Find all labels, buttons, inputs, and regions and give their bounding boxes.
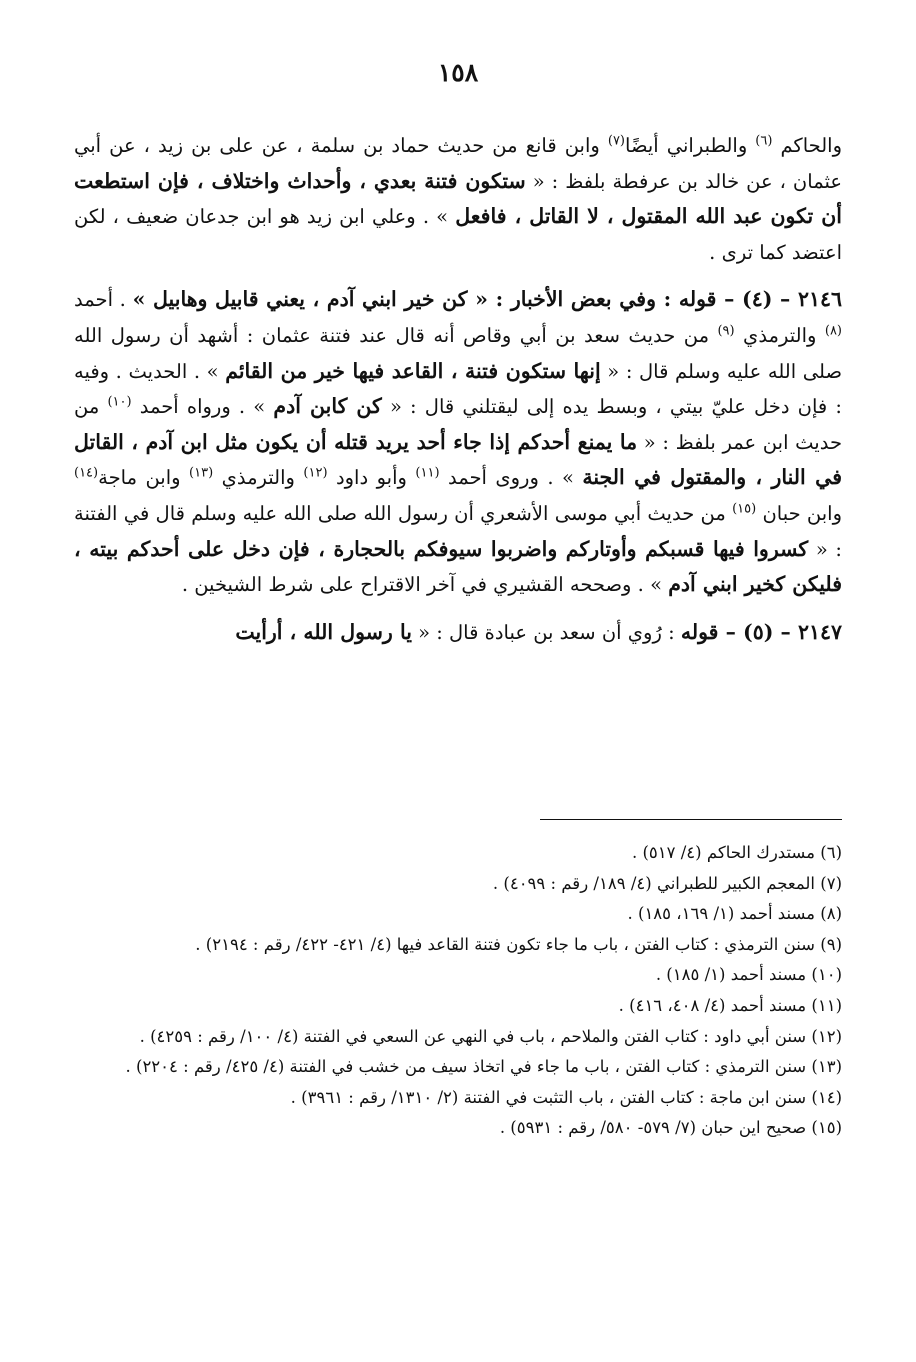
footnote-12: (١٢) سنن أبي داود : كتاب الفتن والملاحم ، باب في النهي عن السعي في الفتنة (٤/ ١٠٠/ رقم : ٤٢٥٩) . <box>139 1026 842 1046</box>
footnote-reference: (١٢) <box>303 465 328 481</box>
text-run: » . وروى أحمد <box>439 466 583 490</box>
text-run: وابن قانع من حديث حماد بن سلمة ، عن على بن زيد ، عن أبي عثمان ، عن خالد بن عرفطة بلفظ : « <box>74 134 842 193</box>
text-run: من حديث ابن عمر بلفظ : « <box>74 395 842 454</box>
footnote-reference: (٨) <box>824 323 842 339</box>
footnote-reference: (٦) <box>755 133 773 149</box>
paragraph-entry-2147 <box>74 615 842 651</box>
paragraph-0 <box>74 128 842 270</box>
text-run: والطبراني أيضًا <box>625 134 756 157</box>
bold-text: إنها ستكون فتنة ، القاعد فيها خير من القائم <box>225 358 601 383</box>
text-run: » . وعلي ابن زيد هو ابن جدعان ضعيف ، لكن اعتضد كما ترى . <box>74 205 842 264</box>
footnote-reference: (١٥) <box>732 501 757 517</box>
bold-text: ستكون فتنة بعدي ، وأحداث واختلاف ، فإن استطعت أن تكون عبد الله المقتول ، لا القاتل ، فافعل <box>74 168 842 229</box>
page-number: ١٥٨ <box>437 58 479 87</box>
text-run: وأبو داود <box>327 466 416 490</box>
footnote-reference: (٩) <box>717 323 735 339</box>
paragraph-entry-2146 <box>74 282 842 602</box>
footnote-13: (١٣) سنن الترمذي : كتاب الفتن ، باب ما جاء في اتخاذ سيف من خشب في الفتنة (٤/ ٤٢٥/ رقم : ٢٢٠٤) . <box>125 1057 842 1077</box>
footnote-14: (١٤) سنن ابن ماجة : كتاب الفتن ، باب التثبت في الفتنة (٢/ ١٣١٠/ رقم : ٣٩٦١) . <box>290 1087 842 1107</box>
text-run: وابن حبان <box>756 501 842 525</box>
footnote-9: (٩) سنن الترمذي : كتاب الفتن ، باب ما جاء تكون فتنة القاعد فيها (٤/ ٤٢١- ٤٢٢/ رقم : ٢١٩٤) . <box>195 934 842 954</box>
text-run: من حديث أبي موسى الأشعري أن رسول الله صلى الله عليه وسلم قال في الفتنة : « <box>74 501 843 561</box>
footnotes <box>74 838 842 1144</box>
text-run: » . ورواه أحمد <box>131 395 274 419</box>
text-run: وابن ماجة <box>98 466 190 490</box>
text-run: : رُوي أن سعد بن عبادة قال : « <box>411 620 681 644</box>
body-text <box>74 128 842 650</box>
text-run: والحاكم <box>772 134 843 157</box>
text-run: والترمذي <box>213 466 304 490</box>
footnote-reference: (١٣) <box>189 465 214 481</box>
bold-text: ما يمنع أحدكم إذا جاء أحد يريد قتله أن يكون مثل ابن آدم ، القاتل في النار ، والمقتول في الجنة <box>74 429 843 490</box>
bold-text: كن كابن آدم <box>273 394 382 419</box>
bold-text: يا رسول الله ، أرأيت <box>235 619 412 644</box>
footnote-11: (١١) مسند أحمد (٤/ ٤٠٨، ٤١٦) . <box>618 995 842 1015</box>
text-run: . أحمد <box>74 288 133 312</box>
footnote-8: (٨) مسند أحمد (١/ ١٦٩، ١٨٥) . <box>627 904 842 924</box>
footnote-reference: (١٤) <box>74 465 99 481</box>
footnote-7: (٧) المعجم الكبير للطبراني (٤/ ١٨٩/ رقم : ٤٠٩٩) . <box>492 873 842 893</box>
text-run: » . الحديث . وفيه : فإن دخل عليّ بيتي ، وبسط يده إلى ليقتلني قال : « <box>74 359 842 419</box>
text-run: والترمذي <box>734 323 825 347</box>
bold-text: ٢١٤٧ – (٥) – قوله <box>680 619 842 644</box>
bold-text: كسروا فيها قسبكم وأوتاركم واضربوا سيوفكم بالحجارة ، فإن دخل على أحدكم بيته ، فليكن كخير ابني آدم <box>74 536 842 597</box>
footnote-6: (٦) مستدرك الحاكم (٤/ ٥١٧) . <box>631 843 842 862</box>
text-run: من حديث سعد بن أبي وقاص أنه قال عند فتنة عثمان : أشهد أن رسول الله صلى الله عليه وسلم قال : « <box>74 323 843 383</box>
footnote-reference: (١٠) <box>107 394 132 410</box>
footnote-reference: (١١) <box>415 465 440 481</box>
footnote-10: (١٠) مسند أحمد (١/ ١٨٥) . <box>655 965 842 985</box>
bold-text: ٢١٤٦ – (٤) – قوله : وفي بعض الأخبار : « كن خير ابني آدم ، يعني قابيل وهابيل » <box>132 287 842 312</box>
footnote-separator <box>540 819 842 820</box>
footnote-15: (١٥) صحيح اين حبان (٧/ ٥٧٩- ٥٨٠/ رقم : ٥٩٣١) . <box>499 1118 842 1138</box>
text-run: » . وصححه القشيري في آخر الاقتراح على شرط الشيخين . <box>181 573 669 597</box>
footnote-reference: (٧) <box>607 133 625 149</box>
